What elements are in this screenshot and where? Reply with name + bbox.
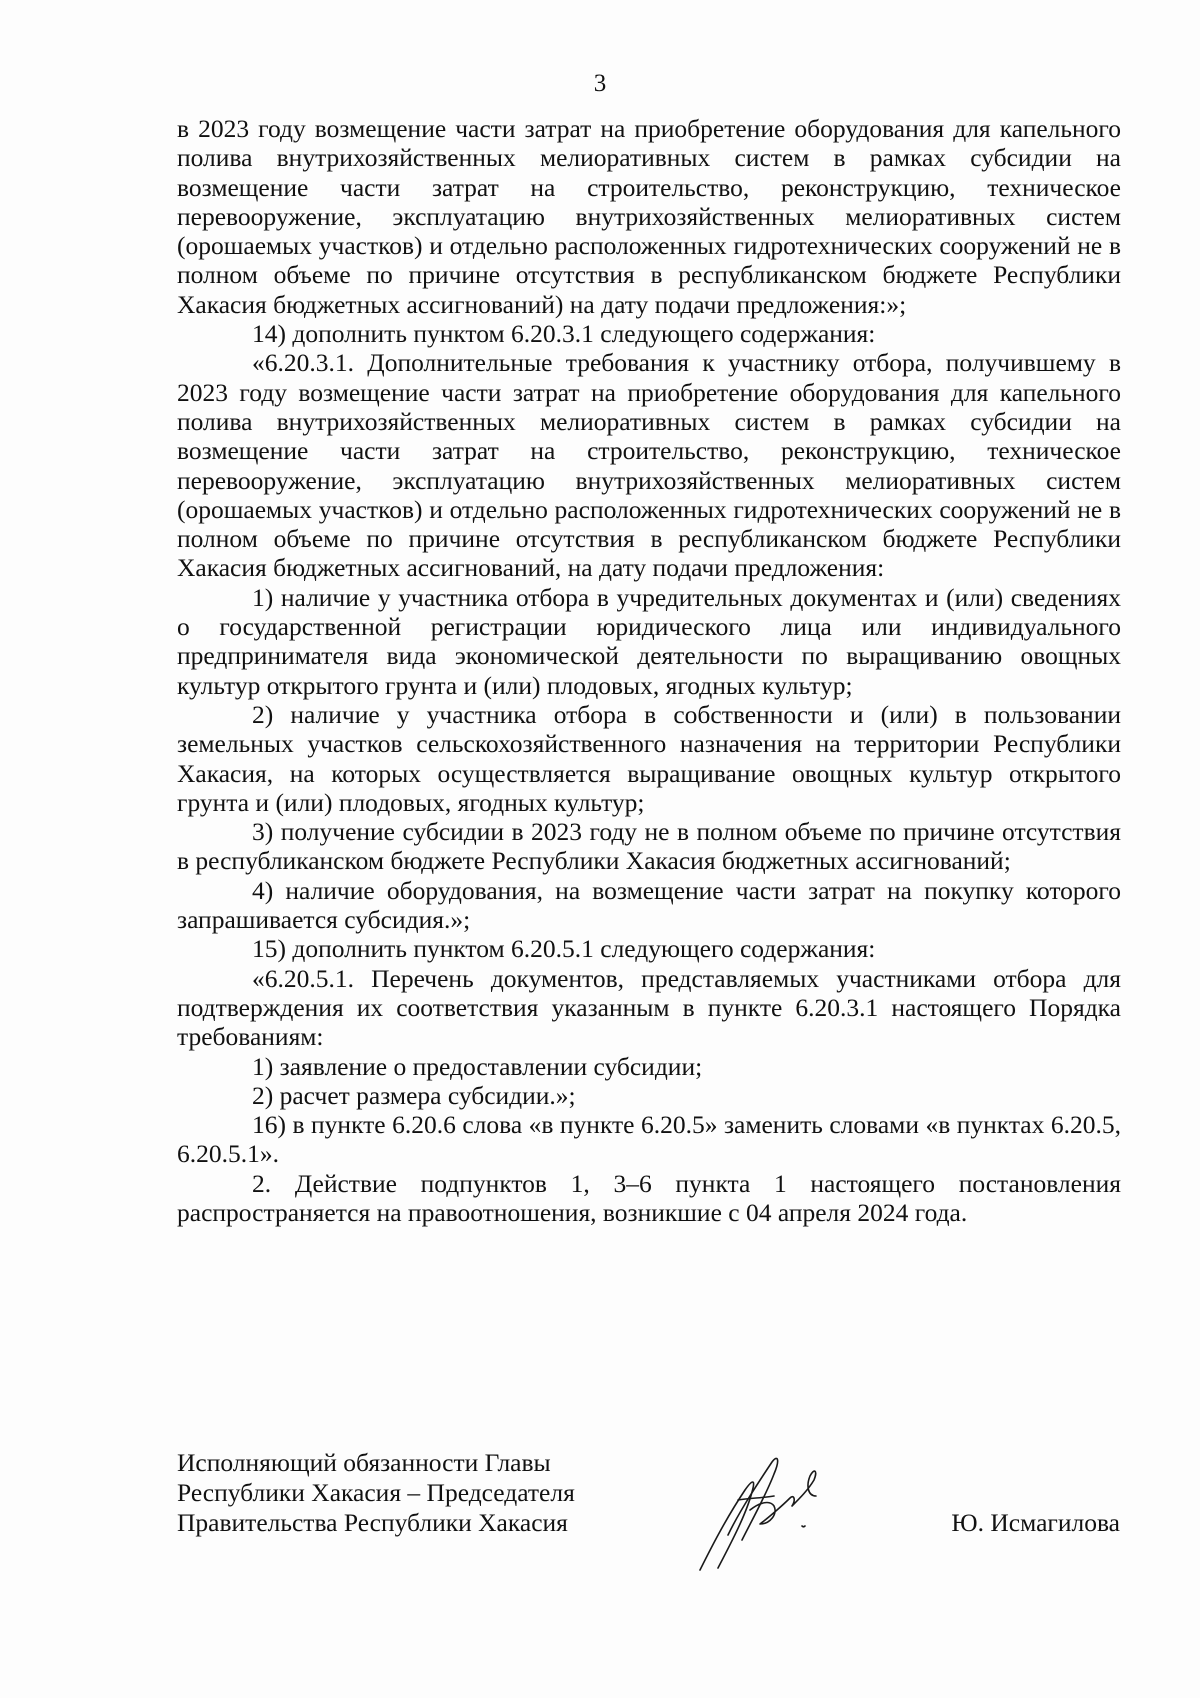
signatory-name: Ю. Исмагилова — [951, 1508, 1120, 1537]
paragraph: 16) в пункте 6.20.6 слова «в пункте 6.20.5» заменить словами «в пунктах 6.20.5, 6.20.5.1». — [177, 1110, 1121, 1169]
signatory-position-line: Правительства Республики Хакасия — [177, 1508, 568, 1537]
paragraph: 2) расчет размера субсидии.»; — [252, 1080, 576, 1110]
handwritten-signature — [690, 1440, 840, 1580]
paragraph: «6.20.5.1. Перечень документов, представляемых участниками отбора для подтверждения их соответствия указанным в пункте 6.20.3.1 настоящего Порядка требованиям: — [177, 963, 1121, 1052]
page-number: 3 — [593, 70, 607, 97]
paragraph: 3) получение субсидии в 2023 году не в полном объеме по причине отсутствия в республиканском бюджете Республики Хакасия бюджетных ассигнований; — [177, 817, 1121, 876]
paragraph: 4) наличие оборудования, на возмещение части затрат на покупку которого запрашивается субсидия.»; — [177, 875, 1121, 935]
paragraph: в 2023 году возмещение части затрат на приобретение оборудования для капельного полива внутрихозяйственных мелиоративных систем в рамках субсидии на возмещение части затрат на строительство, реконструкцию, техническое перевооружение, эксплуатацию внутрихозяйственных мелиоративных систем (орошаемых участков) и отдельно расположенных гидротехнических сооружений не в полном объеме по причине отсутствия в республиканском бюджете Республики Хакасия бюджетных ассигнований) на дату подачи предложения:»; — [177, 114, 1121, 319]
paragraph: «6.20.3.1. Дополнительные требования к участнику отбора, получившему в 2023 году возмещение части затрат на приобретение оборудования для капельного полива внутрихозяйственных мелиоративных систем в рамках субсидии на возмещение части затрат на строительство, реконструкцию, техническое перевооружение, эксплуатацию внутрихозяйственных мелиоративных систем (орошаемых участков) и отдельно расположенных гидротехнических сооружений не в полном объеме по причине отсутствия в республиканском бюджете Республики Хакасия бюджетных ассигнований, на дату подачи предложения: — [177, 348, 1121, 583]
paragraph: 1) наличие у участника отбора в учредительных документах и (или) сведениях о государственной регистрации юридического лица или индивидуального предпринимателя вида экономической деятельности по выращиванию овощных культур открытого грунта и (или) плодовых, ягодных культур; — [177, 582, 1121, 700]
paragraph: 14) дополнить пунктом 6.20.3.1 следующего содержания: — [252, 319, 876, 349]
paragraph: 1) заявление о предоставлении субсидии; — [252, 1051, 703, 1081]
paragraph: 15) дополнить пунктом 6.20.5.1 следующего содержания: — [252, 934, 876, 964]
signatory-position-line: Республики Хакасия – Председателя — [177, 1478, 575, 1507]
body-text — [177, 114, 1121, 1227]
signatory-position — [177, 1448, 575, 1538]
signatory-position-line: Исполняющий обязанности Главы — [177, 1448, 551, 1477]
paragraph: 2) наличие у участника отбора в собственности и (или) в пользовании земельных участков сельскохозяйственного назначения на территории Республики Хакасия, на которых осуществляется выращивание овощных культур открытого грунта и (или) плодовых, ягодных культур; — [177, 699, 1121, 817]
paragraph: 2. Действие подпунктов 1, 3–6 пункта 1 настоящего постановления распространяется на правоотношения, возникшие с 04 апреля 2024 года. — [177, 1168, 1121, 1227]
